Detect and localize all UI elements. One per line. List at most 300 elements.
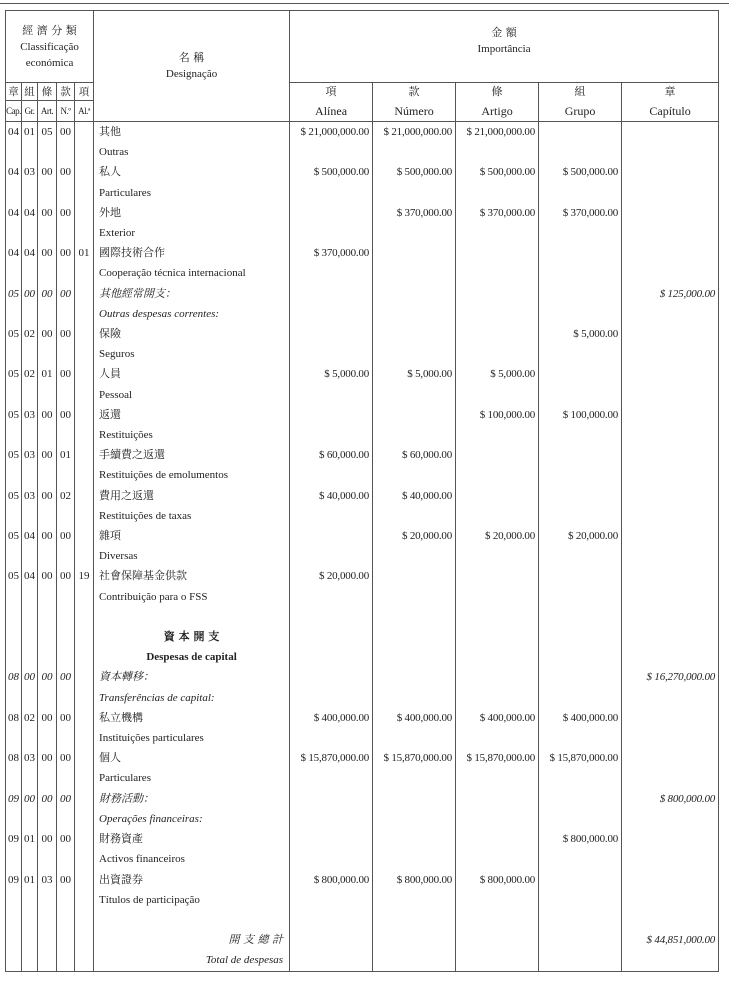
empty-cell (622, 385, 719, 405)
amount-cell (539, 566, 622, 586)
amount-cell: $ 15,870,000.00 (456, 748, 539, 768)
empty-cell (539, 223, 622, 243)
table-row (6, 748, 719, 768)
code-col-zh: 項 (75, 83, 94, 101)
empty-cell (22, 223, 38, 243)
code-col-zh: 章 (6, 83, 22, 101)
amount-cell (290, 405, 373, 425)
total-row (6, 930, 719, 950)
empty-cell (22, 930, 38, 950)
amount-col-pt: Alínea (290, 101, 373, 122)
class-pt2: económica (25, 56, 74, 69)
empty-cell (622, 506, 719, 526)
empty-cell (622, 728, 719, 748)
code-cell: 05 (6, 284, 22, 304)
code-col-pt: Cap. (6, 101, 22, 122)
amount-cell (290, 829, 373, 849)
empty-cell (373, 627, 456, 647)
designation-zh: 其他經常開支： (94, 284, 290, 304)
empty-cell (6, 385, 22, 405)
empty-cell (622, 890, 719, 910)
empty-cell (6, 809, 22, 829)
empty-cell (622, 425, 719, 445)
empty-cell (75, 809, 94, 829)
code-cell: 05 (38, 122, 57, 143)
empty-cell (373, 263, 456, 283)
empty-cell (539, 546, 622, 566)
amount-cell (622, 203, 719, 223)
empty-cell (57, 385, 75, 405)
empty-cell (75, 506, 94, 526)
table-row (6, 667, 719, 687)
empty-cell (373, 546, 456, 566)
designation-zh: 財務活動： (94, 789, 290, 809)
amount-pt: Importância (477, 43, 531, 55)
empty-cell (539, 607, 622, 627)
empty-cell (75, 768, 94, 788)
table-row (6, 425, 719, 445)
designation-zh: 私人 (94, 162, 290, 182)
code-cell: 05 (6, 324, 22, 344)
empty-cell (6, 627, 22, 647)
table-row (6, 789, 719, 809)
code-cell (75, 284, 94, 304)
amount-cell (290, 203, 373, 223)
designation-zh: 人員 (94, 364, 290, 384)
empty-cell (57, 183, 75, 203)
empty-cell (6, 223, 22, 243)
code-cell: 00 (57, 324, 75, 344)
empty-cell (290, 506, 373, 526)
code-cell: 01 (75, 243, 94, 263)
designation-zh: 資本轉移： (94, 667, 290, 687)
amount-cell (622, 162, 719, 182)
amount-cell: $ 500,000.00 (456, 162, 539, 182)
empty-cell (22, 465, 38, 485)
empty-cell (373, 465, 456, 485)
code-cell: 00 (22, 789, 38, 809)
code-cell: 05 (6, 486, 22, 506)
code-cell: 00 (57, 284, 75, 304)
empty-cell (373, 425, 456, 445)
code-cell: 00 (57, 870, 75, 890)
empty-cell (57, 142, 75, 162)
code-cell: 02 (22, 324, 38, 344)
designation-zh: 雜項 (94, 526, 290, 546)
empty-cell (456, 809, 539, 829)
amount-cell: $ 370,000.00 (373, 203, 456, 223)
empty-cell (6, 142, 22, 162)
empty-cell (622, 768, 719, 788)
amount-cell (373, 243, 456, 263)
amount-cell (456, 324, 539, 344)
amount-header (290, 11, 719, 83)
empty-cell (57, 223, 75, 243)
empty-cell (622, 304, 719, 324)
code-cell (75, 870, 94, 890)
code-cell: 04 (6, 122, 22, 143)
amount-cell (290, 324, 373, 344)
empty-cell (456, 183, 539, 203)
amount-col-pt: Número (373, 101, 456, 122)
section-heading-row (6, 627, 719, 647)
empty-cell (75, 647, 94, 667)
code-cell: 01 (22, 122, 38, 143)
designation-zh: 社會保障基金供款 (94, 566, 290, 586)
empty-cell (290, 183, 373, 203)
empty-cell (75, 344, 94, 364)
empty-cell (539, 728, 622, 748)
table-row (6, 162, 719, 182)
amount-cell: $ 5,000.00 (373, 364, 456, 384)
empty-cell (622, 142, 719, 162)
amount-cell: $ 500,000.00 (373, 162, 456, 182)
amount-cell: $ 800,000.00 (290, 870, 373, 890)
empty-cell (6, 930, 22, 950)
table-row (6, 890, 719, 910)
empty-cell (539, 910, 622, 930)
empty-cell (22, 890, 38, 910)
amount-cell: $ 370,000.00 (456, 203, 539, 223)
empty-cell (75, 890, 94, 910)
designation-pt: Diversas (94, 546, 290, 566)
empty-cell (622, 465, 719, 485)
code-cell: 00 (38, 405, 57, 425)
code-cell (75, 829, 94, 849)
empty-cell (57, 728, 75, 748)
code-cell: 01 (38, 364, 57, 384)
empty-cell (290, 809, 373, 829)
amount-cell: $ 100,000.00 (456, 405, 539, 425)
designation-zh: 財務資產 (94, 829, 290, 849)
empty-cell (22, 647, 38, 667)
amount-cell (290, 789, 373, 809)
amount-cell (373, 324, 456, 344)
table-row (6, 728, 719, 748)
amount-cell: $ 400,000.00 (373, 708, 456, 728)
empty-cell (290, 647, 373, 667)
amount-cell (456, 789, 539, 809)
empty-cell (456, 465, 539, 485)
empty-cell (6, 849, 22, 869)
empty-cell (622, 809, 719, 829)
empty-cell (539, 425, 622, 445)
empty-cell (539, 587, 622, 607)
code-cell: 19 (75, 566, 94, 586)
empty-cell (38, 263, 57, 283)
amount-cell (622, 364, 719, 384)
empty-cell (75, 304, 94, 324)
table-row (6, 708, 719, 728)
empty-cell (6, 910, 22, 930)
table-row (6, 284, 719, 304)
empty-cell (622, 627, 719, 647)
empty-cell (539, 344, 622, 364)
empty-cell (57, 688, 75, 708)
empty-cell (456, 587, 539, 607)
amount-cell (622, 708, 719, 728)
code-cell: 03 (38, 870, 57, 890)
empty-cell (373, 183, 456, 203)
empty-cell (75, 223, 94, 243)
designation-header (94, 11, 290, 122)
empty-cell (75, 950, 94, 971)
section-heading-row (6, 647, 719, 667)
empty-cell (456, 768, 539, 788)
designation-pt: Restituições de taxas (94, 506, 290, 526)
amount-cell (456, 667, 539, 687)
empty-cell (456, 223, 539, 243)
empty-cell (22, 728, 38, 748)
empty-cell (57, 950, 75, 971)
code-cell: 00 (57, 526, 75, 546)
empty-cell (539, 627, 622, 647)
designation-pt: Outras (94, 142, 290, 162)
class-zh: 經 濟 分 類 (22, 23, 77, 37)
designation-zh: 手續費之返還 (94, 445, 290, 465)
empty-cell (38, 728, 57, 748)
code-cell: 03 (22, 748, 38, 768)
empty-cell (456, 304, 539, 324)
amount-cell (456, 243, 539, 263)
empty-cell (38, 890, 57, 910)
empty-cell (456, 425, 539, 445)
amount-cell: $ 16,270,000.00 (622, 667, 719, 687)
table-row (6, 870, 719, 890)
empty-cell (456, 142, 539, 162)
code-cell: 00 (38, 667, 57, 687)
empty-cell (290, 607, 373, 627)
table-row (6, 223, 719, 243)
code-cell (75, 203, 94, 223)
amount-cell: $ 400,000.00 (290, 708, 373, 728)
empty-cell (456, 950, 539, 971)
empty-cell (22, 263, 38, 283)
code-cell (75, 789, 94, 809)
empty-cell (22, 910, 38, 930)
designation-pt: Cooperação técnica internacional (94, 263, 290, 283)
empty-cell (22, 849, 38, 869)
code-cell: 09 (6, 789, 22, 809)
empty-cell (6, 304, 22, 324)
code-cell: 00 (38, 526, 57, 546)
amount-cell (373, 284, 456, 304)
designation-pt: Seguros (94, 344, 290, 364)
empty-cell (290, 304, 373, 324)
amount-cell: $ 15,870,000.00 (539, 748, 622, 768)
amount-cell: $ 40,000.00 (373, 486, 456, 506)
code-cell: 08 (6, 667, 22, 687)
amount-cell (373, 566, 456, 586)
total-row (6, 950, 719, 971)
empty-cell (539, 142, 622, 162)
empty-cell (38, 304, 57, 324)
code-cell: 00 (22, 667, 38, 687)
empty-cell (539, 849, 622, 869)
empty-cell (57, 304, 75, 324)
code-cell: 00 (57, 243, 75, 263)
amount-cell (622, 243, 719, 263)
table-row (6, 142, 719, 162)
amount-col-zh: 條 (456, 83, 539, 101)
empty-cell (622, 607, 719, 627)
empty-cell (290, 910, 373, 930)
empty-cell (290, 890, 373, 910)
amount-col-zh: 項 (290, 83, 373, 101)
spacer-row (6, 910, 719, 930)
table-row (6, 526, 719, 546)
code-cell: 04 (6, 243, 22, 263)
code-col-pt: Al.ª (75, 101, 94, 122)
empty-cell (622, 546, 719, 566)
empty-cell (373, 607, 456, 627)
code-col-pt: Art. (38, 101, 57, 122)
amount-cell (622, 748, 719, 768)
table-row (6, 243, 719, 263)
empty-cell (22, 425, 38, 445)
code-cell: 00 (38, 284, 57, 304)
code-cell: 00 (57, 162, 75, 182)
amount-cell: $ 100,000.00 (539, 405, 622, 425)
table-row (6, 324, 719, 344)
empty-cell (94, 910, 290, 930)
code-cell: 00 (38, 445, 57, 465)
amount-cell: $ 20,000.00 (373, 526, 456, 546)
amount-cell (456, 486, 539, 506)
code-cell: 00 (38, 203, 57, 223)
classification-header (6, 11, 94, 83)
amount-cell: $ 800,000.00 (456, 870, 539, 890)
empty-cell (456, 930, 539, 950)
amount-cell: $ 15,870,000.00 (373, 748, 456, 768)
empty-cell (290, 546, 373, 566)
empty-cell (373, 587, 456, 607)
empty-cell (38, 647, 57, 667)
empty-cell (290, 587, 373, 607)
code-cell: 00 (57, 789, 75, 809)
empty-cell (456, 647, 539, 667)
designation-pt: Transferências de capital: (94, 688, 290, 708)
designation-zh: 外地 (94, 203, 290, 223)
empty-cell (456, 344, 539, 364)
empty-cell (539, 304, 622, 324)
empty-cell (622, 688, 719, 708)
empty-cell (456, 385, 539, 405)
amount-cell: $ 21,000,000.00 (373, 122, 456, 143)
empty-cell (75, 587, 94, 607)
empty-cell (75, 263, 94, 283)
designation-pt: Operações financeiras: (94, 809, 290, 829)
amount-cell: $ 40,000.00 (290, 486, 373, 506)
empty-cell (22, 809, 38, 829)
amount-cell: $ 60,000.00 (290, 445, 373, 465)
empty-cell (290, 223, 373, 243)
empty-cell (38, 465, 57, 485)
empty-cell (456, 688, 539, 708)
designation-zh: 個人 (94, 748, 290, 768)
code-cell: 00 (57, 122, 75, 143)
table-row (6, 445, 719, 465)
empty-cell (290, 627, 373, 647)
empty-cell (539, 506, 622, 526)
empty-cell (57, 425, 75, 445)
empty-cell (38, 950, 57, 971)
empty-cell (22, 688, 38, 708)
table-row (6, 364, 719, 384)
amount-cell: $ 5,000.00 (539, 324, 622, 344)
amount-cell: $ 800,000.00 (622, 789, 719, 809)
empty-cell (57, 809, 75, 829)
amount-col-pt: Artigo (456, 101, 539, 122)
empty-cell (57, 768, 75, 788)
empty-cell (57, 607, 75, 627)
code-cell: 01 (22, 870, 38, 890)
code-cell: 00 (57, 708, 75, 728)
code-cell: 02 (22, 364, 38, 384)
amount-cell (539, 667, 622, 687)
amount-cell: $ 400,000.00 (539, 708, 622, 728)
code-cell: 03 (22, 162, 38, 182)
amount-cell (539, 122, 622, 143)
code-cell (75, 162, 94, 182)
code-cell (75, 324, 94, 344)
empty-cell (373, 930, 456, 950)
empty-cell (75, 930, 94, 950)
table-row (6, 829, 719, 849)
designation-pt: Restituições de emolumentos (94, 465, 290, 485)
empty-cell (622, 183, 719, 203)
amount-cell: $ 15,870,000.00 (290, 748, 373, 768)
total-amount: $ 44,851,000.00 (622, 930, 719, 950)
designation-pt: Contribuição para o FSS (94, 587, 290, 607)
empty-cell (38, 930, 57, 950)
empty-cell (38, 425, 57, 445)
empty-cell (38, 546, 57, 566)
designation-pt: Activos financeiros (94, 849, 290, 869)
amount-cell (622, 526, 719, 546)
code-cell: 00 (38, 324, 57, 344)
amount-cell: $ 370,000.00 (290, 243, 373, 263)
table-row (6, 183, 719, 203)
amount-cell (622, 566, 719, 586)
code-cell (75, 526, 94, 546)
code-cell: 00 (57, 566, 75, 586)
empty-cell (57, 344, 75, 364)
code-col-pt: Gr. (22, 101, 38, 122)
empty-cell (38, 607, 57, 627)
code-cell: 02 (57, 486, 75, 506)
empty-cell (290, 344, 373, 364)
empty-cell (22, 344, 38, 364)
empty-cell (6, 183, 22, 203)
designation-pt: Instituições particulares (94, 728, 290, 748)
code-cell: 00 (38, 243, 57, 263)
empty-cell (373, 849, 456, 869)
table-row (6, 768, 719, 788)
empty-cell (290, 142, 373, 162)
table-row (6, 263, 719, 283)
empty-cell (373, 142, 456, 162)
code-cell: 03 (22, 486, 38, 506)
amount-cell: $ 500,000.00 (290, 162, 373, 182)
empty-cell (290, 849, 373, 869)
designation-zh: 國際技術合作 (94, 243, 290, 263)
empty-cell (622, 647, 719, 667)
empty-cell (539, 809, 622, 829)
amount-col-pt: Capítulo (622, 101, 719, 122)
code-cell: 02 (22, 708, 38, 728)
code-cell: 00 (38, 748, 57, 768)
